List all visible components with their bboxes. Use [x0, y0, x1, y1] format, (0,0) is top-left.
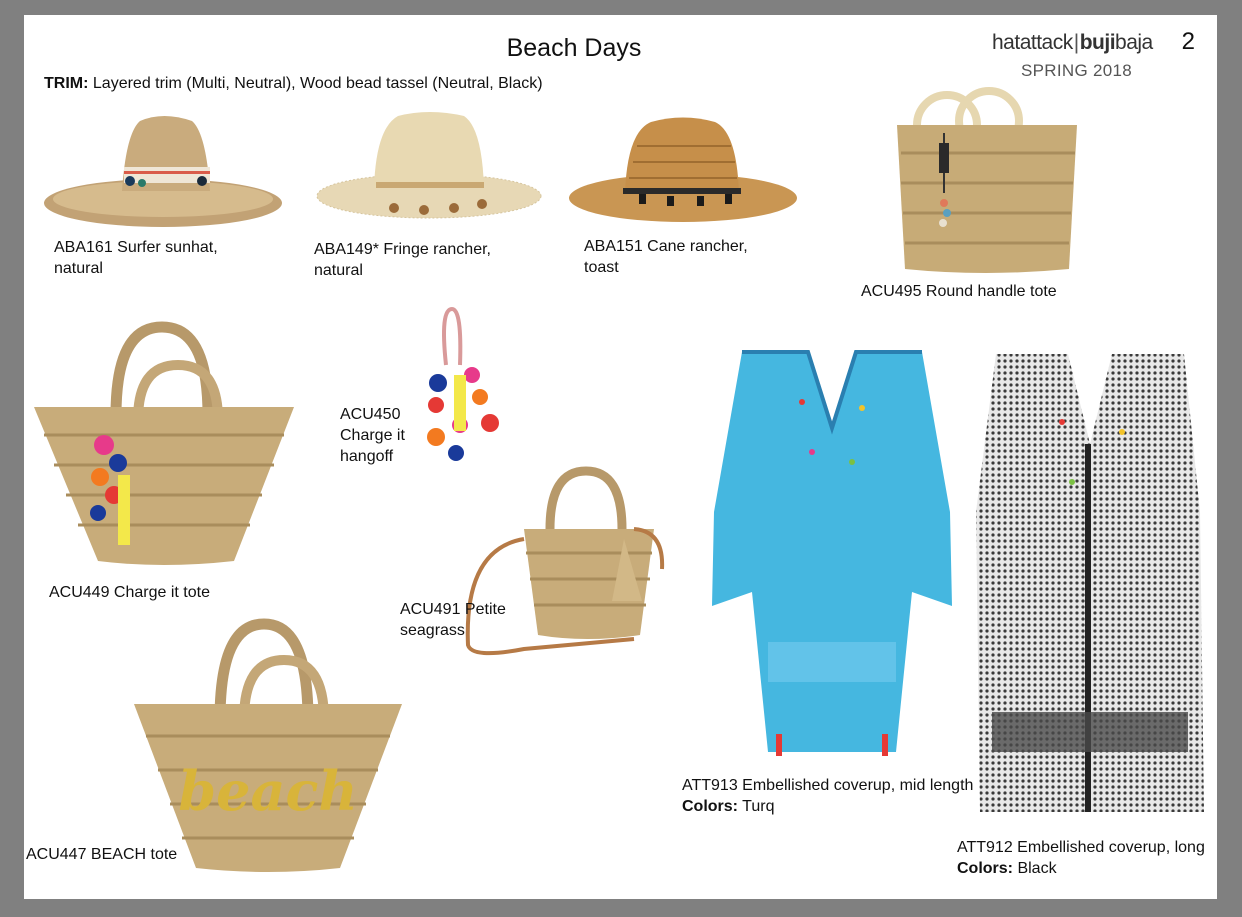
- season-label: SPRING 2018: [1021, 61, 1133, 80]
- page-number: 2: [1181, 28, 1195, 55]
- black-coverup-image: [972, 352, 1208, 824]
- acu495-caption: [861, 281, 1057, 302]
- acu491-caption: [400, 599, 506, 641]
- aba161-line1: ABA161 Surfer sunhat,: [54, 239, 218, 256]
- aba151-caption: [584, 236, 748, 278]
- acu450-line2: Charge it: [340, 427, 405, 444]
- aba149-line1: ABA149* Fringe rancher,: [314, 241, 491, 258]
- aba161-line2: natural: [54, 260, 103, 277]
- charge-it-hangoff-image: [416, 305, 516, 461]
- att912-caption: [957, 837, 1205, 879]
- acu447-line1: ACU447 BEACH tote: [26, 846, 178, 863]
- acu447-caption: [26, 844, 177, 865]
- aba151-line2: toast: [584, 259, 619, 276]
- att912-line1: ATT912 Embellished coverup, long: [957, 839, 1205, 856]
- page-title: Beach Days: [506, 34, 642, 62]
- acu450-caption: [340, 404, 405, 467]
- fringe-rancher-image: [314, 110, 544, 228]
- aba149-line2: natural: [314, 262, 363, 279]
- acu495-line1: ACU495 Round handle tote: [861, 283, 1057, 300]
- aba151-line1: ABA151 Cane rancher,: [584, 238, 748, 255]
- catalog-page: [24, 15, 1217, 899]
- att912-colors: [957, 858, 1205, 879]
- round-handle-tote-image: [889, 83, 1079, 275]
- surfer-sunhat-image: [42, 113, 284, 229]
- turq-coverup-image: [712, 342, 952, 756]
- beach-embroidery: beach: [178, 759, 358, 823]
- trim-text: Layered trim (Multi, Neutral), Wood bead tassel (Neutral, Black): [92, 75, 543, 92]
- att913-colors: [682, 796, 973, 817]
- acu491-line1: ACU491 Petite: [400, 601, 506, 618]
- att913-color: Turq: [742, 798, 775, 815]
- aba161-caption: [54, 237, 218, 279]
- beach-tote-image: [134, 620, 404, 876]
- att913-colors-label: Colors:: [682, 798, 738, 815]
- charge-it-tote-image: [34, 325, 296, 569]
- trim-label: TRIM:: [44, 75, 89, 92]
- aba149-caption: [314, 239, 491, 281]
- cane-rancher-image: [567, 116, 799, 228]
- att912-colors-label: Colors:: [957, 860, 1013, 877]
- acu491-line2: seagrass: [400, 622, 465, 639]
- acu450-line1: ACU450: [340, 406, 401, 423]
- brand-logo: hatattack|bujibaja: [992, 31, 1153, 54]
- trim-line: [44, 73, 543, 94]
- brand-buji: buji: [1079, 31, 1116, 54]
- acu450-line3: hangoff: [340, 448, 394, 465]
- att912-color: Black: [1017, 860, 1057, 877]
- brand-hat: hat: [992, 31, 1020, 54]
- acu449-caption: [49, 582, 210, 603]
- att913-line1: ATT913 Embellished coverup, mid length: [682, 777, 974, 794]
- att913-caption: [682, 775, 973, 817]
- brand-baja: baja: [1115, 31, 1153, 54]
- brand-attack: attack: [1019, 31, 1073, 54]
- acu449-line1: ACU449 Charge it tote: [49, 584, 210, 601]
